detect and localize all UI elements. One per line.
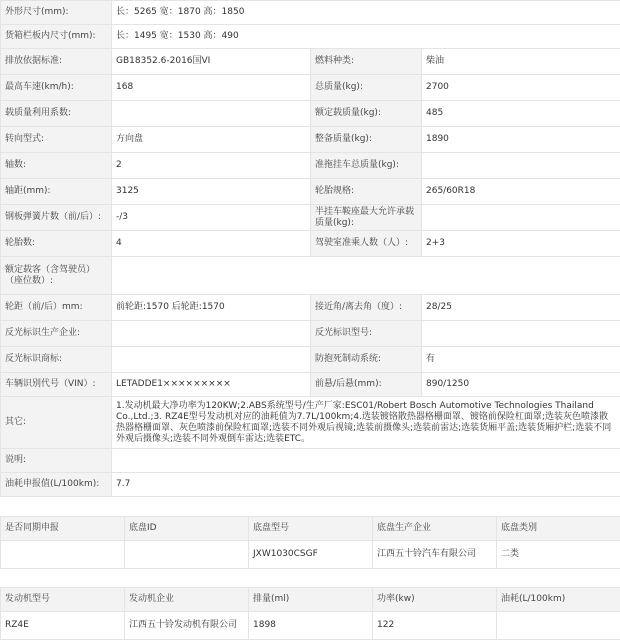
- spec-label: 整备质量(kg):: [311, 127, 422, 153]
- chassis-column-header: 底盘ID: [125, 517, 249, 541]
- chassis-cell: 二类: [497, 541, 620, 569]
- spec-row: [1, 449, 620, 473]
- spec-value: 28/25: [422, 295, 620, 321]
- engine-cell: RZ4E: [1, 612, 125, 640]
- engine-column-header: 发动机型号: [1, 588, 125, 612]
- spec-label: 最高车速(km/h):: [1, 75, 112, 101]
- spec-label: 转向型式:: [1, 127, 112, 153]
- spec-value: [112, 347, 311, 373]
- engine-cell: 江西五十铃发动机有限公司: [125, 612, 249, 640]
- spec-row: [1, 205, 620, 231]
- chassis-cell: JXW1030CSGF: [249, 541, 373, 569]
- spec-value: 168: [112, 75, 311, 101]
- spec-label: 轮距（前/后）mm:: [1, 295, 112, 321]
- engine-table: [0, 587, 620, 640]
- spec-label: 接近角/离去角（度）:: [311, 295, 422, 321]
- spec-row: [1, 49, 620, 75]
- chassis-cell: 江西五十铃汽车有限公司: [373, 541, 497, 569]
- spec-value: 2+3: [422, 231, 620, 257]
- spec-row: [1, 1, 620, 25]
- engine-column-header: 功率(kw): [373, 588, 497, 612]
- spec-value: 1.发动机最大净功率为120KW;2.ABS系统型号/生产厂家:ESC01/Robert Bosch Automotive Technologies Thailand Co.,Ltd.;3. RZ4E型号发动机对应的油耗值为7.7L/100km;4.选装镀铬散热器格栅面罩、镀铬前保险杠面罩;选装灰色喷漆散热器格栅面罩、灰色喷漆前保险杠面罩;选装不同外观后视镜;选装前摄像头;选装前雷达;选装货厢平盖;选装货厢护栏;选装不同外观后摄像头;选装不同外观倒车雷达;选装ETC。: [112, 397, 620, 449]
- spec-value: 有: [422, 347, 620, 373]
- spec-row: [1, 127, 620, 153]
- spec-label: 轴数:: [1, 153, 112, 179]
- engine-row: [1, 612, 620, 640]
- spec-label: 轴距(mm):: [1, 179, 112, 205]
- spec-row: [1, 347, 620, 373]
- spec-label: 驾驶室准乘人数（人）:: [311, 231, 422, 257]
- spec-label: 反光标识商标:: [1, 347, 112, 373]
- spec-value: 方向盘: [112, 127, 311, 153]
- spec-label: 半挂车鞍座最大允许承载质量(kg):: [311, 205, 422, 231]
- engine-cell: 1898: [249, 612, 373, 640]
- engine-header-row: [1, 588, 620, 612]
- spec-label: 轮胎规格:: [311, 179, 422, 205]
- spec-table-body: [1, 1, 620, 497]
- engine-column-header: 发动机企业: [125, 588, 249, 612]
- spec-row: [1, 231, 620, 257]
- spec-row: [1, 75, 620, 101]
- spec-label: 油耗申报值(L/100km):: [1, 473, 112, 497]
- spec-label: 排放依据标准:: [1, 49, 112, 75]
- chassis-cell: [125, 541, 249, 569]
- spec-label: 燃料种类:: [311, 49, 422, 75]
- chassis-row: [1, 541, 620, 569]
- spec-row: [1, 295, 620, 321]
- spec-value: [112, 449, 620, 473]
- spec-label: 车辆识别代号（VIN）:: [1, 373, 112, 397]
- spec-label: 轮胎数:: [1, 231, 112, 257]
- chassis-table-body: [1, 517, 620, 569]
- spec-row: [1, 179, 620, 205]
- section-gap: [0, 569, 620, 587]
- spec-row: [1, 101, 620, 127]
- spec-value: -/3: [112, 205, 311, 231]
- chassis-table: [0, 516, 620, 569]
- spec-row: [1, 473, 620, 497]
- engine-cell: 122: [373, 612, 497, 640]
- spec-label: 反光标识型号:: [311, 321, 422, 347]
- spec-value: [422, 321, 620, 347]
- spec-label: 外形尺寸(mm):: [1, 1, 112, 25]
- spec-value: [112, 101, 311, 127]
- spec-label: 载质量利用系数:: [1, 101, 112, 127]
- spec-value: [422, 153, 620, 179]
- spec-value: 柴油: [422, 49, 620, 75]
- spec-value: 485: [422, 101, 620, 127]
- spec-label: 说明:: [1, 449, 112, 473]
- chassis-header-row: [1, 517, 620, 541]
- spec-label: 反光标识生产企业:: [1, 321, 112, 347]
- spec-value: 265/60R18: [422, 179, 620, 205]
- spec-row: [1, 153, 620, 179]
- spec-value: 长：5265 宽：1870 高：1850: [112, 1, 620, 25]
- spec-row: [1, 397, 620, 449]
- spec-value: [422, 205, 620, 231]
- spec-label: 额定载客（含驾驶员）（座位数）:: [1, 257, 112, 295]
- spec-value: LETADDE1×××××××××: [112, 373, 311, 397]
- engine-cell: [497, 612, 620, 640]
- spec-value: 2700: [422, 75, 620, 101]
- spec-label: 前悬/后悬(mm):: [311, 373, 422, 397]
- spec-value: [112, 257, 620, 295]
- spec-value: 3125: [112, 179, 311, 205]
- spec-value: 890/1250: [422, 373, 620, 397]
- engine-table-body: [1, 588, 620, 640]
- spec-row: [1, 373, 620, 397]
- chassis-cell: [1, 541, 125, 569]
- spec-value: 2: [112, 153, 311, 179]
- spec-label: 准拖挂车总质量(kg):: [311, 153, 422, 179]
- spec-label: 防抱死制动系统:: [311, 347, 422, 373]
- spec-row: [1, 321, 620, 347]
- chassis-column-header: 底盘型号: [249, 517, 373, 541]
- chassis-column-header: 是否同期申报: [1, 517, 125, 541]
- spec-value: 4: [112, 231, 311, 257]
- spec-label: 其它:: [1, 397, 112, 449]
- spec-label: 钢板弹簧片数（前/后）:: [1, 205, 112, 231]
- spec-label: 货箱栏板内尺寸(mm):: [1, 25, 112, 49]
- section-gap: [0, 498, 620, 516]
- spec-value: [112, 321, 311, 347]
- chassis-column-header: 底盘生产企业: [373, 517, 497, 541]
- spec-label: 总质量(kg):: [311, 75, 422, 101]
- spec-row: [1, 257, 620, 295]
- engine-column-header: 排量(ml): [249, 588, 373, 612]
- spec-label: 额定载质量(kg):: [311, 101, 422, 127]
- engine-column-header: 油耗(L/100km): [497, 588, 620, 612]
- chassis-column-header: 底盘类别: [497, 517, 620, 541]
- spec-value: GB18352.6-2016国VI: [112, 49, 311, 75]
- spec-value: 7.7: [112, 473, 620, 497]
- spec-value: 前轮距:1570 后轮距:1570: [112, 295, 311, 321]
- spec-row: [1, 25, 620, 49]
- spec-value: 长：1495 宽：1530 高：490: [112, 25, 620, 49]
- spec-value: 1890: [422, 127, 620, 153]
